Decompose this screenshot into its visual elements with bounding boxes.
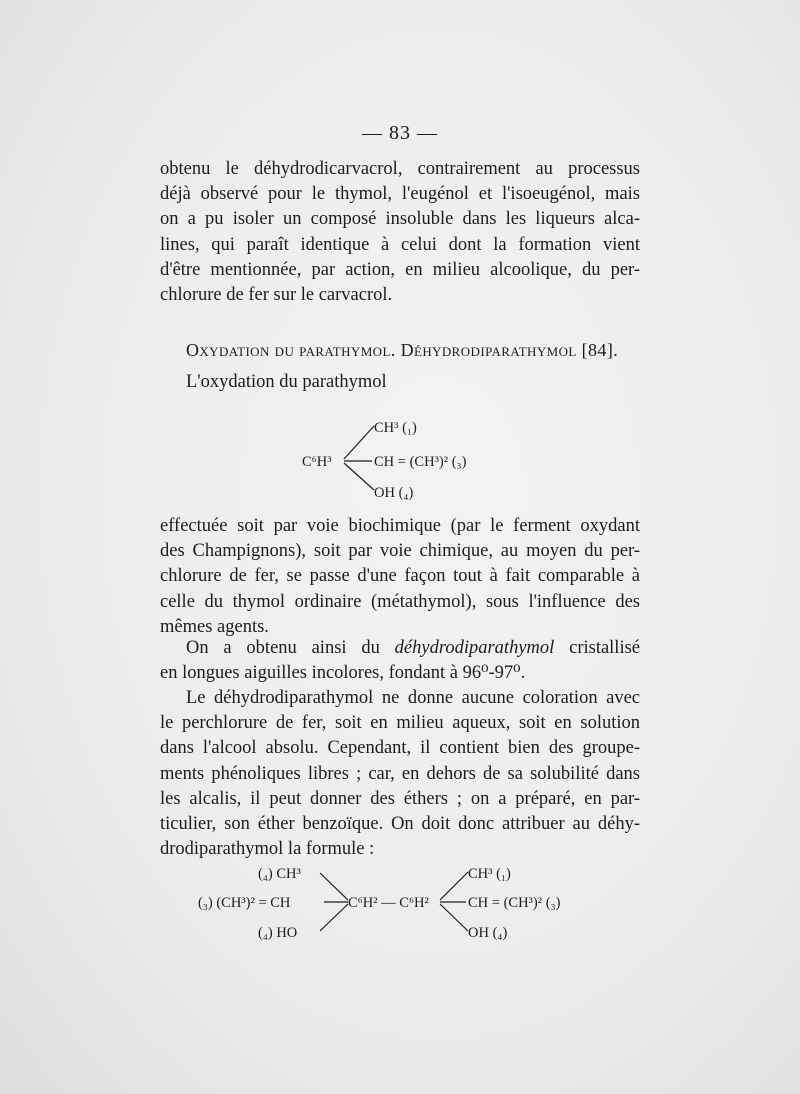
section-heading-ref: [84]. (581, 340, 619, 360)
formula-left-bottom: (₄) HO (258, 925, 298, 941)
bond-line (440, 872, 468, 900)
formula-center: C⁶H² — C⁶H² (348, 895, 429, 911)
text-run: cristallisé (569, 638, 641, 658)
bond-line (344, 463, 374, 490)
text-line: Le déhydrodiparathymol ne donne aucune coloration avec (186, 688, 640, 708)
formula-bottom-group: OH (₄) (374, 485, 414, 501)
intro-line: L'oxydation du parathymol (186, 372, 387, 392)
text-line: les alcalis, il peut donner des éthers ; on a préparé, en par- (160, 788, 640, 809)
text-line: drodiparathymol la formule : (160, 839, 375, 860)
formula-right-middle: CH = (CH³)² (₃) (468, 895, 561, 911)
paragraph-3 (160, 636, 640, 686)
formula-right-bottom: OH (₄) (468, 925, 508, 941)
bond-line (320, 904, 348, 931)
parathymol-formula (300, 412, 540, 510)
formula-core: C⁶H³ (302, 454, 332, 470)
page-number: — 83 — (362, 122, 438, 144)
formula-middle-group: CH = (CH³)² (₃) (374, 454, 467, 470)
paragraph-2 (160, 514, 640, 640)
text-line (160, 636, 640, 661)
text-line: lines, qui paraît identique à celui dont la formation vient (160, 234, 640, 255)
dehydrodiparathymol-formula (188, 860, 608, 946)
formula-top-group: CH³ (₁) (374, 420, 417, 436)
text-line: en longues aiguilles incolores, fondant à 96⁰-97⁰. (160, 663, 526, 684)
text-run: On a obtenu ainsi du (186, 638, 380, 658)
text-line: ments phénoliques libres ; car, en dehors de sa solubilité dans (160, 763, 640, 784)
section-heading-text: Oxydation du parathymol. Déhydrodiparathymol (186, 340, 577, 360)
text-line: chlorure de fer, se passe d'une façon tout à fait comparable à (160, 566, 640, 587)
text-line: ticulier, son éther benzoïque. On doit donc attribuer au déhy- (160, 814, 640, 835)
text-line: le perchlorure de fer, soit en milieu aqueux, soit en solution (160, 713, 640, 734)
text-line: on a pu isoler un composé insoluble dans les liqueurs alca- (160, 209, 640, 230)
italic-compound-name: déhydrodiparathymol (394, 638, 555, 658)
text-line: chlorure de fer sur le carvacrol. (160, 285, 393, 306)
text-line: mêmes agents. (160, 616, 269, 637)
text-line: obtenu le déhydrodicarvacrol, contrairement au processus (160, 159, 640, 179)
text-line: dans l'alcool absolu. Cependant, il contient bien des groupe- (160, 738, 640, 759)
section-heading (186, 340, 646, 361)
text-line: des Champignons), soit par voie chimique, au moyen du per- (160, 541, 640, 562)
text-line: d'être mentionnée, par action, en milieu alcoolique, du per- (160, 259, 640, 280)
text-line: déjà observé pour le thymol, l'eugénol et l'isoeugénol, mais (160, 184, 640, 205)
bond-line (344, 426, 374, 459)
text-line: celle du thymol ordinaire (métathymol), sous l'influence des (160, 591, 640, 612)
formula-right-top: CH³ (₁) (468, 866, 511, 882)
bond-line (440, 904, 468, 931)
bond-line (320, 873, 348, 900)
text-line: effectuée soit par voie biochimique (par le ferment oxydant (160, 516, 640, 536)
paragraph-1 (160, 157, 640, 308)
paragraph-4 (160, 686, 640, 862)
formula-left-top: (₄) CH³ (258, 866, 301, 882)
formula-left-middle: (₃) (CH³)² = CH (198, 895, 291, 911)
